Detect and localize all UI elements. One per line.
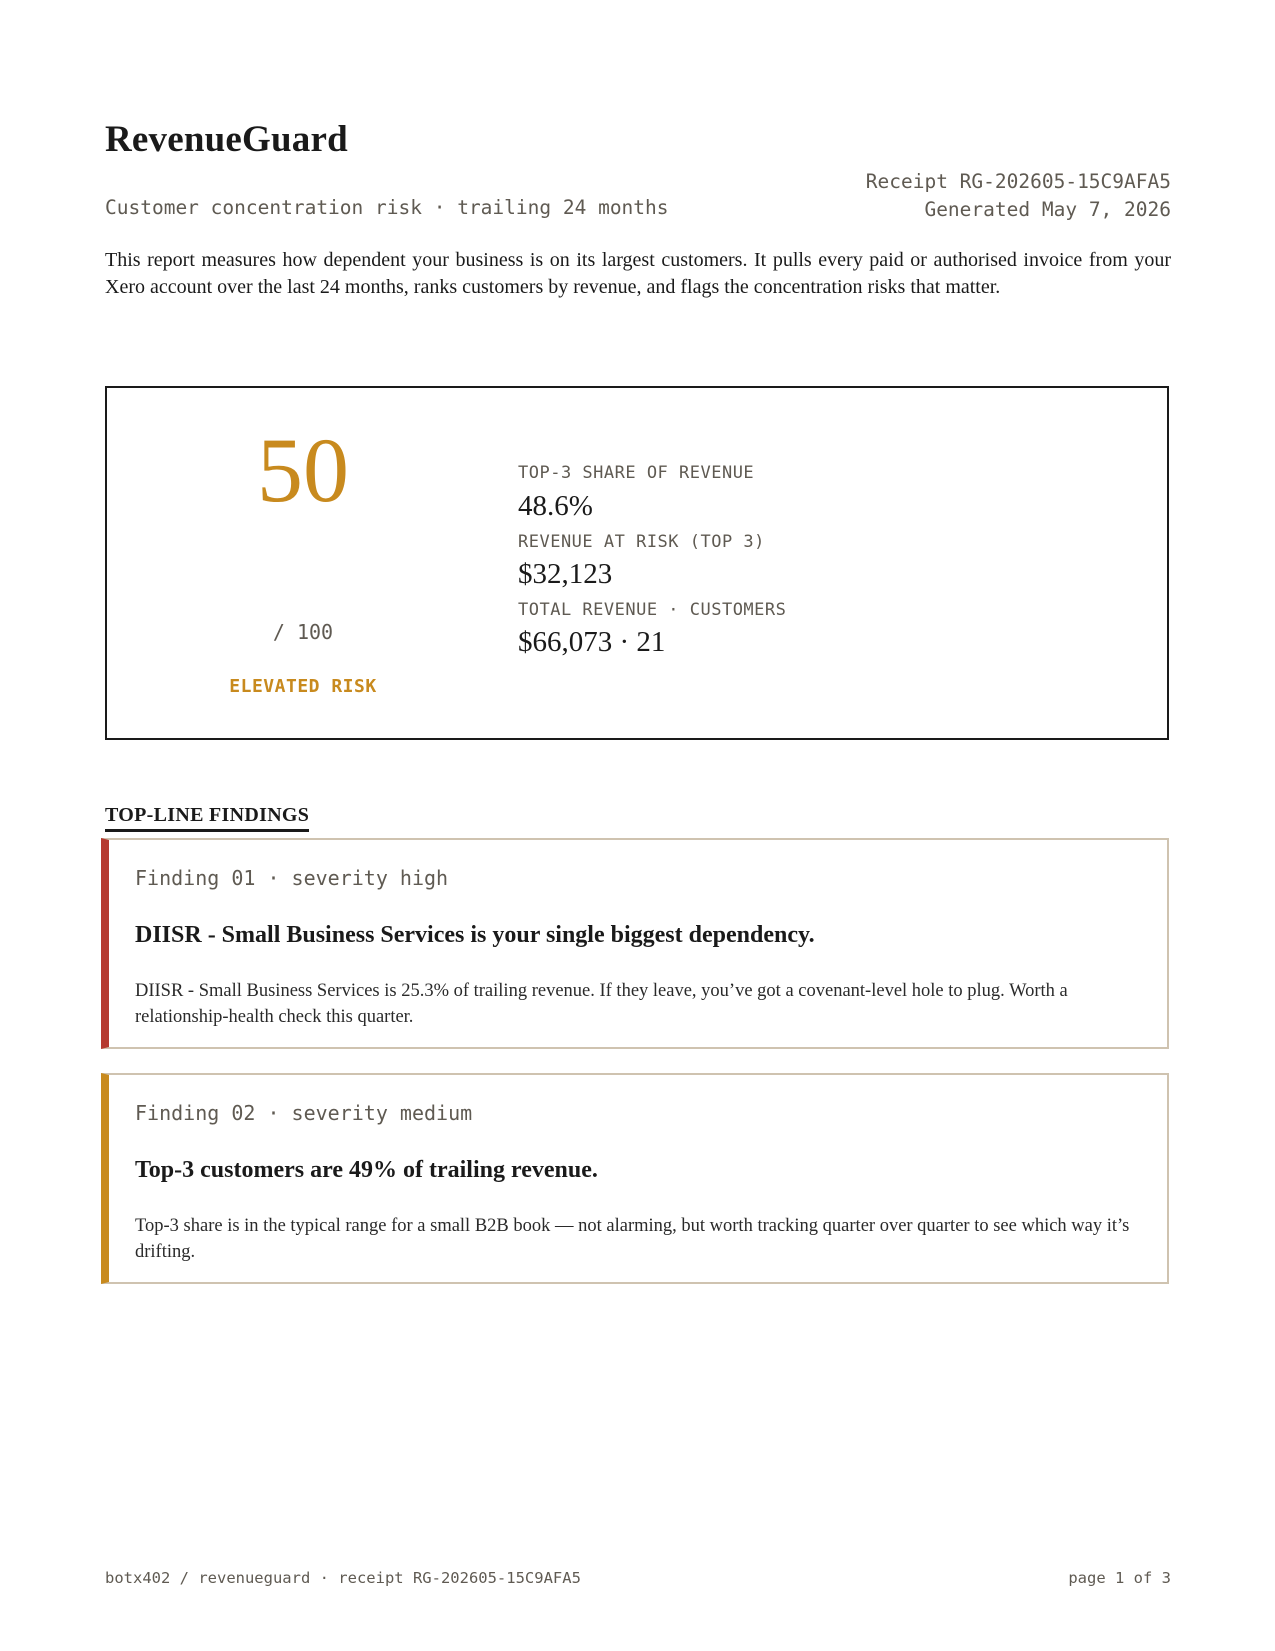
finding-card-02: [101, 1073, 1169, 1284]
finding-body: Top-3 share is in the typical range for a small B2B book — not alarming, but worth tracking quarter over quarter to see which way it’s drifting.: [135, 1216, 1130, 1262]
finding-title: DIISR - Small Business Services is your single biggest dependency.: [135, 922, 815, 948]
report-subtitle: Customer concentration risk · trailing 24 months: [105, 196, 669, 219]
risk-score-max: / 100: [272, 620, 334, 644]
footer-source: botx402 / revenueguard · receipt RG-202605-15C9AFA5: [105, 1569, 581, 1587]
finding-meta: Finding 02 · severity medium: [135, 1101, 473, 1125]
metric-label-revenue-at-risk: REVENUE AT RISK (TOP 3): [518, 532, 765, 552]
report-page: [105, 0, 1171, 1651]
findings-heading: TOP-LINE FINDINGS: [105, 804, 309, 832]
metric-value-revenue-at-risk: $32,123: [518, 558, 613, 590]
brand-title: RevenueGuard: [105, 119, 348, 160]
finding-title: Top-3 customers are 49% of trailing revenue.: [135, 1157, 598, 1183]
metric-value-total-revenue: $66,073 · 21: [518, 626, 666, 658]
finding-body: DIISR - Small Business Services is 25.3% of trailing revenue. If they leave, you’ve got a covenant-level hole to plug. Worth a relationship-health check this quarter.: [135, 981, 1068, 1027]
footer-page-number: page 1 of 3: [1068, 1569, 1171, 1587]
risk-level-badge: ELEVATED RISK: [229, 676, 377, 697]
generated-date: Generated May 7, 2026: [924, 198, 1171, 221]
receipt-number: Receipt RG-202605-15C9AFA5: [865, 170, 1171, 193]
metric-label-top3-share: TOP-3 SHARE OF REVENUE: [518, 463, 755, 483]
metric-label-total-revenue: TOTAL REVENUE · CUSTOMERS: [518, 600, 787, 620]
metric-value-top3-share: 48.6%: [518, 490, 593, 522]
receipt-info: [866, 168, 1171, 224]
finding-card-01: [101, 838, 1169, 1049]
intro-paragraph: This report measures how dependent your business is on its largest customers. It pulls every paid or authorised invoice from your Xero account over the last 24 months, ranks customers by revenue, and flags the concentration risks that matter.: [105, 249, 1171, 298]
finding-meta: Finding 01 · severity high: [135, 866, 449, 890]
risk-score-value: 50: [257, 419, 349, 521]
